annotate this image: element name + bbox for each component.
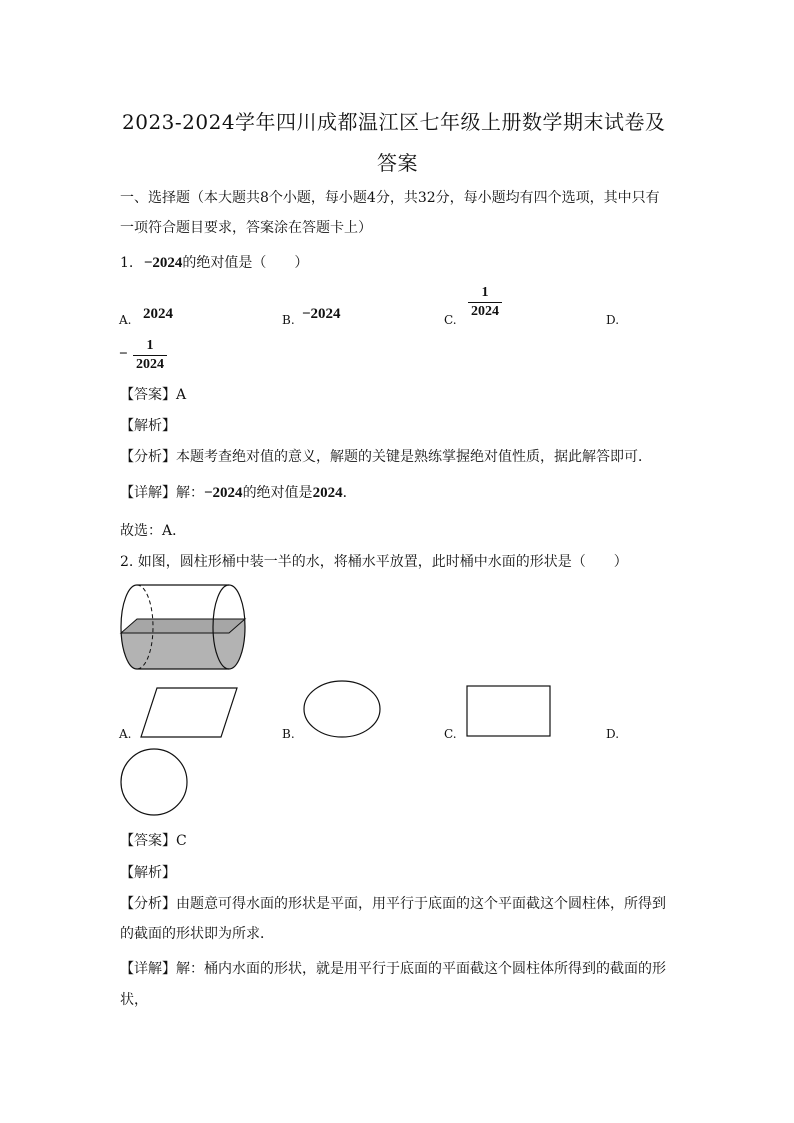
option-d-sign: − <box>119 346 128 362</box>
answer-line: 【答案】C <box>120 833 187 849</box>
analysis-heading: 【解析】 <box>120 865 176 881</box>
analysis-text-line1: 【分析】由题意可得水面的形状是平面，用平行于底面的这个平面截这个圆柱体，所得到 <box>120 896 666 912</box>
fraction-numerator: 1 <box>481 285 489 300</box>
option-a-value: 2024 <box>143 306 173 322</box>
option-d-label: D. <box>606 313 620 327</box>
math-expression: −2024 <box>143 255 183 271</box>
option-a-label: A. <box>119 313 132 327</box>
answer-line: 【答案】A <box>120 387 187 403</box>
option-c-label: C. <box>444 727 457 741</box>
option-b-value: −2024 <box>302 306 341 322</box>
section-heading-line1: 一、选择题（本大题共8个小题，每小题4分，共32分，每小题均有四个选项，其中只有 <box>120 190 660 206</box>
question-text: 的绝对值是（ ） <box>182 255 309 271</box>
option-d-label: D. <box>606 727 620 741</box>
analysis-text: 【分析】本题考查绝对值的意义，解题的关键是熟练掌握绝对值性质，据此解答即可． <box>120 449 652 465</box>
option-c-label: C. <box>444 313 457 327</box>
conclusion-line: 故选：A． <box>120 523 187 539</box>
analysis-heading: 【解析】 <box>120 418 176 434</box>
analysis-text-line2: 的截面的形状即为所求． <box>120 926 274 942</box>
fraction-denominator: 2024 <box>471 304 499 319</box>
detail-text-line1: 【详解】解：桶内水面的形状，就是用平行于底面的平面截这个圆柱体所得到的截面的形 <box>120 961 666 977</box>
document-title-line1: 2023-2024学年四川成都温江区七年级上册数学期末试卷及 <box>122 110 666 134</box>
detail-text-line2: 状， <box>120 992 148 1008</box>
detail-text: 的绝对值是 <box>242 485 313 501</box>
circle-shape <box>121 749 187 815</box>
question-2-stem: 2. 如图，圆柱形桶中装一半的水，将桶水平放置，此时桶中水面的形状是（ ） <box>120 554 628 570</box>
math-expression: −2024 <box>204 485 243 501</box>
option-b-label: B. <box>282 313 295 327</box>
ellipse-shape <box>304 681 380 737</box>
water-surface <box>121 619 245 633</box>
option-b-label: B. <box>282 727 295 741</box>
option-a-label: A. <box>119 727 132 741</box>
question-number: 1. <box>120 255 134 271</box>
section-heading-line2: 一项符合题目要求，答案涂在答题卡上） <box>120 220 372 236</box>
detail-prefix: 【详解】解： <box>120 485 204 501</box>
fraction-denominator: 2024 <box>136 357 164 372</box>
document-title-line2: 答案 <box>377 151 418 175</box>
rectangle-shape <box>467 686 550 736</box>
math-expression: 2024 <box>312 485 343 501</box>
detail-end: ． <box>342 485 357 501</box>
parallelogram-shape <box>141 688 237 737</box>
fraction-numerator: 1 <box>146 338 154 353</box>
water-body <box>121 633 229 669</box>
